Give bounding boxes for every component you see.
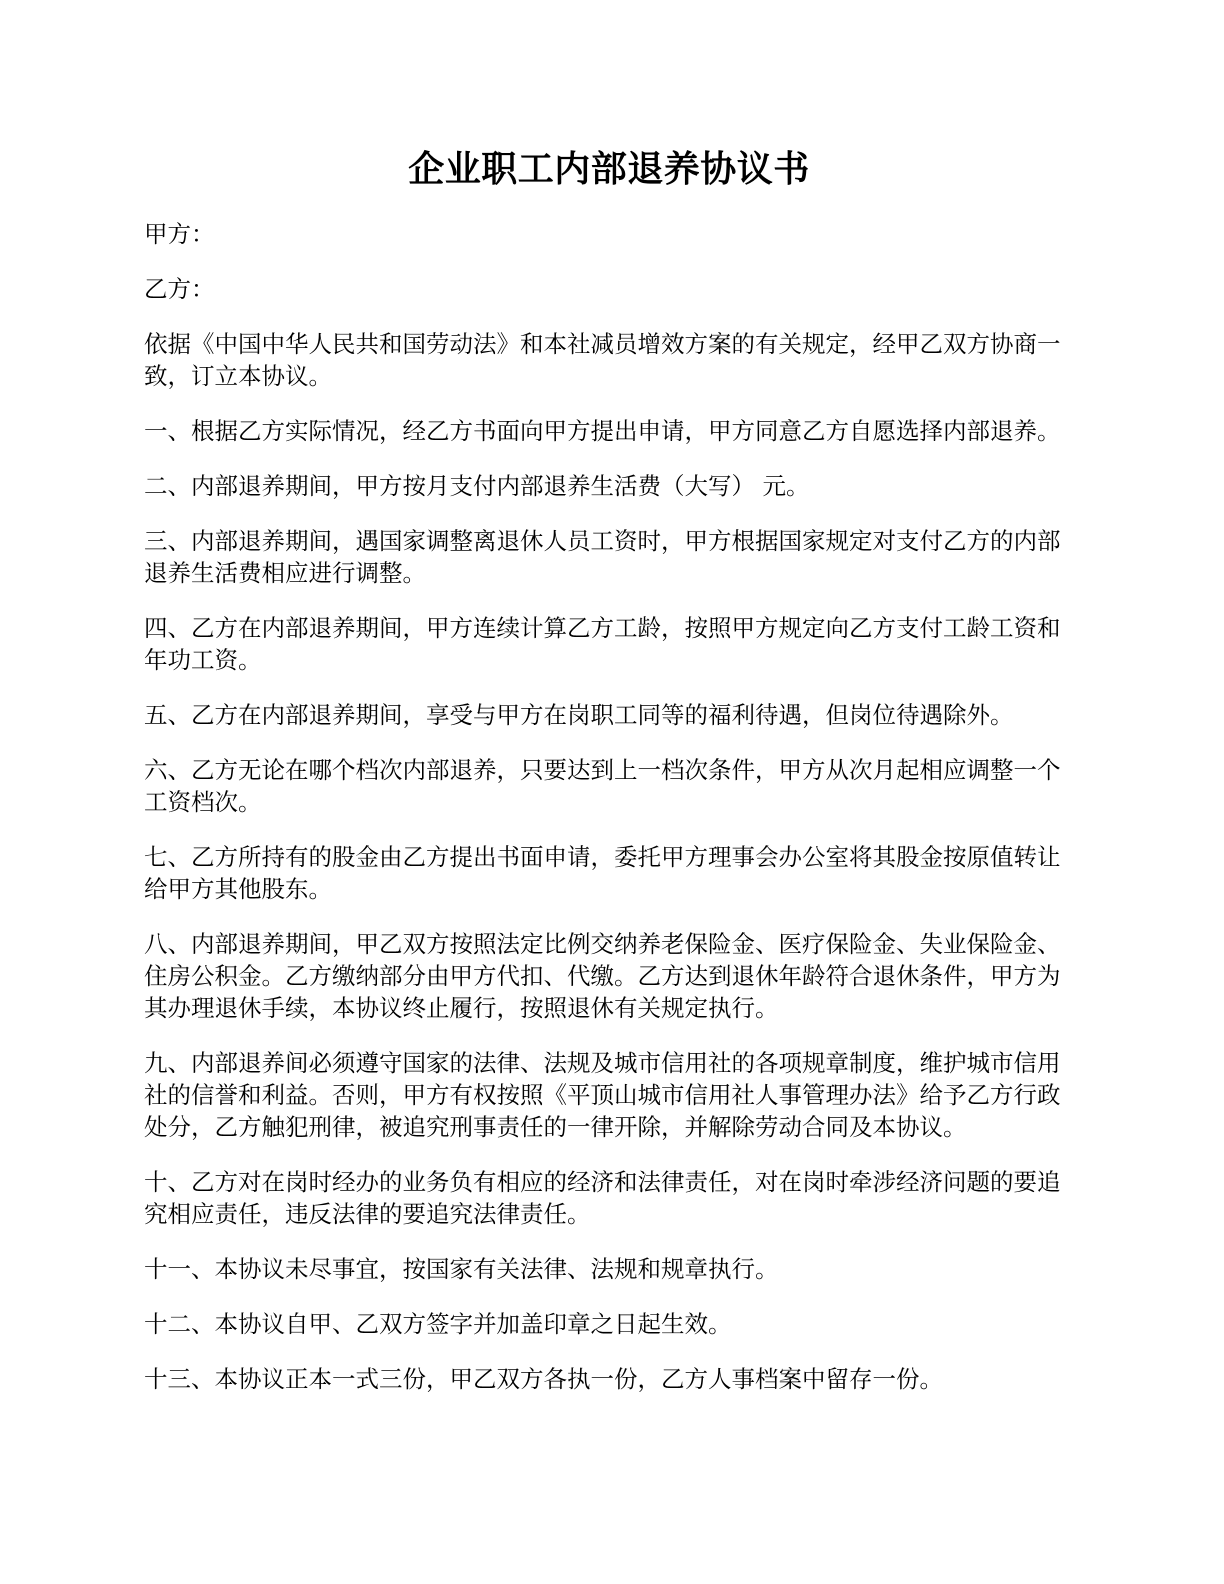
clause-4: 四、乙方在内部退养期间，甲方连续计算乙方工龄，按照甲方规定向乙方支付工龄工资和年功工资。: [144, 614, 1061, 674]
clause-3: 三、内部退养期间，遇国家调整离退休人员工资时，甲方根据国家规定对支付乙方的内部退养生活费相应进行调整。: [144, 527, 1061, 587]
clause-1: 一、根据乙方实际情况，经乙方书面向甲方提出申请，甲方同意乙方自愿选择内部退养。: [144, 417, 1061, 445]
clause-5: 五、乙方在内部退养期间，享受与甲方在岗职工同等的福利待遇，但岗位待遇除外。: [144, 701, 1014, 729]
party-a-line: 甲方：: [144, 220, 215, 248]
clause-9: 九、内部退养间必须遵守国家的法律、法规及城市信用社的各项规章制度，维护城市信用社的信誉和利益。否则，甲方有权按照《平顶山城市信用社人事管理办法》给予乙方行政处分，乙方触犯刑律，被追究刑事责任的一律开除，并解除劳动合同及本协议。: [144, 1049, 1061, 1141]
clause-2: 二、内部退养期间，甲方按月支付内部退养生活费（大写） 元。: [144, 472, 810, 500]
clause-8: 八、内部退养期间，甲乙双方按照法定比例交纳养老保险金、医疗保险金、失业保险金、住房公积金。乙方缴纳部分由甲方代扣、代缴。乙方达到退休年龄符合退休条件，甲方为其办理退休手续，本协议终止履行，按照退休有关规定执行。: [144, 930, 1061, 1022]
clause-11: 十一、本协议未尽事宜，按国家有关法律、法规和规章执行。: [144, 1255, 779, 1283]
clause-6: 六、乙方无论在哪个档次内部退养，只要达到上一档次条件，甲方从次月起相应调整一个工资档次。: [144, 756, 1061, 816]
clause-13: 十三、本协议正本一式三份，甲乙双方各执一份，乙方人事档案中留存一份。: [144, 1365, 943, 1393]
clause-10: 十、乙方对在岗时经办的业务负有相应的经济和法律责任，对在岗时牵涉经济问题的要追究相应责任，违反法律的要追究法律责任。: [144, 1168, 1061, 1228]
party-b-line: 乙方：: [144, 275, 215, 303]
document-title: 企业职工内部退养协议书: [408, 149, 810, 190]
preamble-paragraph: 依据《中国中华人民共和国劳动法》和本社减员增效方案的有关规定，经甲乙双方协商一致，订立本协议。: [144, 330, 1061, 390]
document-body: [144, 218, 1074, 1395]
clause-12: 十二、本协议自甲、乙双方签字并加盖印章之日起生效。: [144, 1310, 732, 1338]
clause-7: 七、乙方所持有的股金由乙方提出书面申请，委托甲方理事会办公室将其股金按原值转让给甲方其他股东。: [144, 843, 1061, 903]
